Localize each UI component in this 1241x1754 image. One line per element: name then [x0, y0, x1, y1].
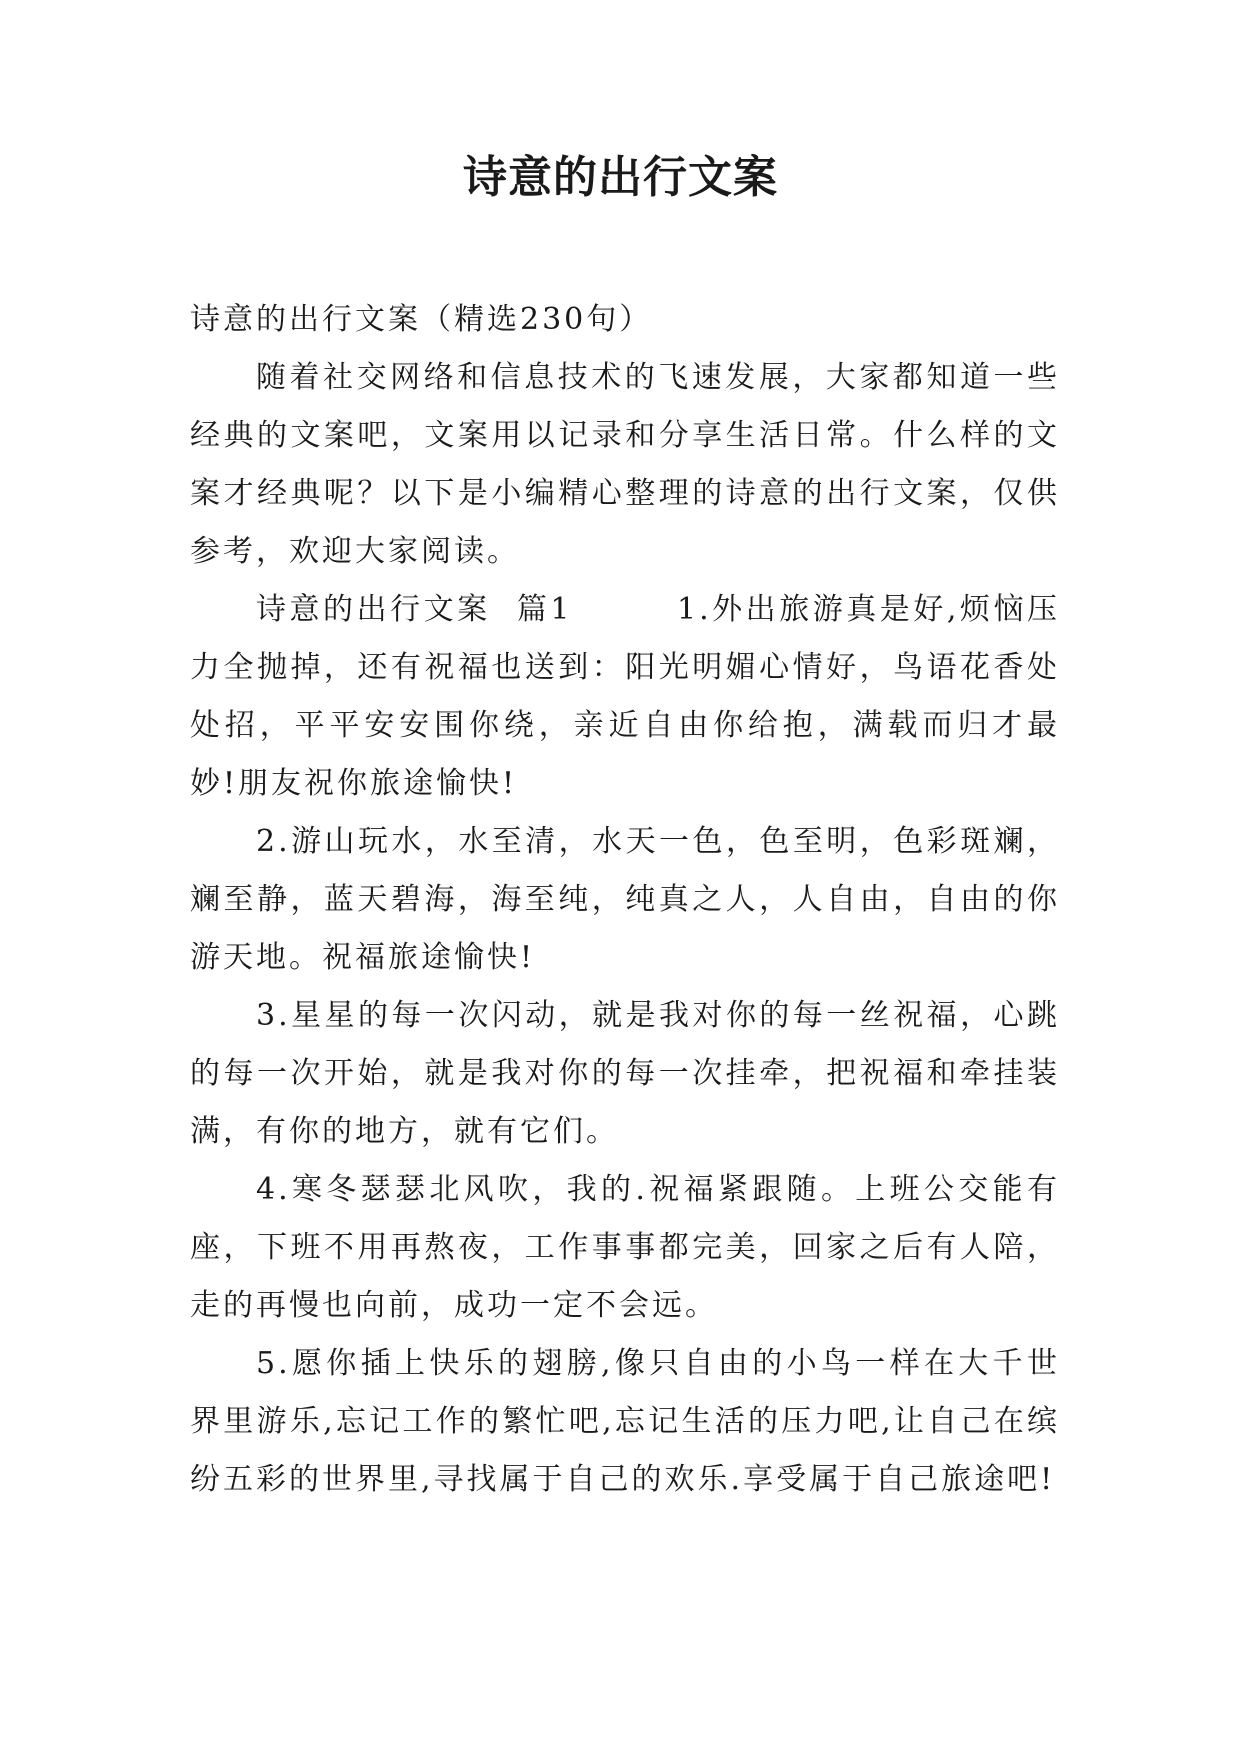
- document-body: [190, 291, 1060, 1509]
- paragraph-1: 诗意的出行文案 篇1 1.外出旅游真是好,烦恼压力全抛掉，还有祝福也送到：阳光明媚心情好，鸟语花香处处招，平平安安围你绕，亲近自由你给抱，满载而归才最妙!朋友祝你旅途愉快!: [190, 592, 1060, 801]
- intro-paragraph: 随着社交网络和信息技术的飞速发展，大家都知道一些经典的文案吧，文案用以记录和分享生活日常。什么样的文案才经典呢？以下是小编精心整理的诗意的出行文案，仅供参考，欢迎大家阅读。: [190, 360, 1060, 569]
- paragraph-5: 5.愿你插上快乐的翅膀,像只自由的小鸟一样在大千世界里游乐,忘记工作的繁忙吧,忘记生活的压力吧,让自己在缤纷五彩的世界里,寻找属于自己的欢乐.享受属于自己旅途吧!: [190, 1346, 1060, 1497]
- paragraph-4: 4.寒冬瑟瑟北风吹，我的.祝福紧跟随。上班公交能有座，下班不用再熬夜，工作事事都完美，回家之后有人陪，走的再慢也向前，成功一定不会远。: [190, 1172, 1060, 1323]
- document-title: 诗意的出行文案: [463, 152, 778, 203]
- paragraph-2: 2.游山玩水，水至清，水天一色，色至明，色彩斑斓，斓至静，蓝天碧海，海至纯，纯真之人，人自由，自由的你游天地。祝福旅途愉快!: [190, 824, 1060, 975]
- document-subtitle: 诗意的出行文案（精选230句）: [190, 302, 653, 337]
- paragraph-3: 3.星星的每一次闪动，就是我对你的每一丝祝福，心跳的每一次开始，就是我对你的每一次挂牵，把祝福和牵挂装满，有你的地方，就有它们。: [190, 998, 1060, 1149]
